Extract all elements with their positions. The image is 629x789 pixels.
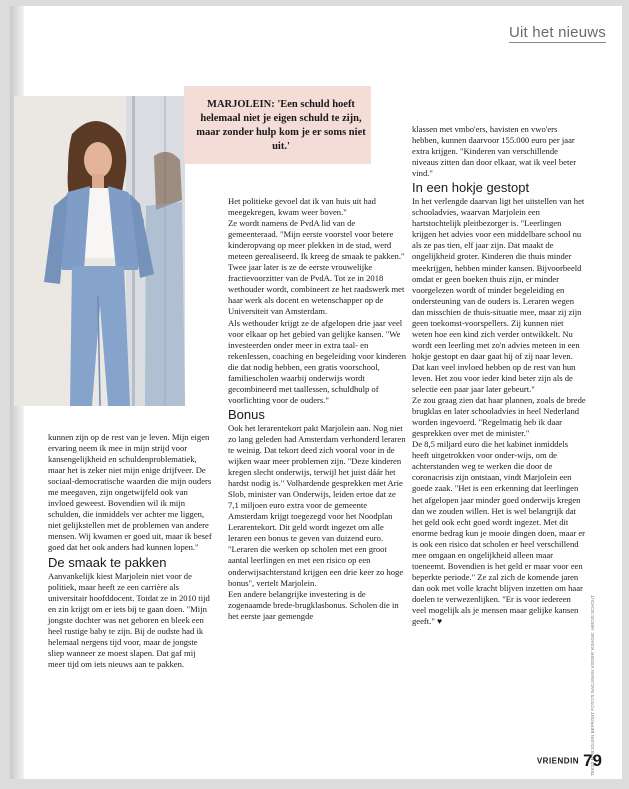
paragraph: Ze wordt namens de PvdA lid van de gemeenteraad. "Mijn eerste voorstel voor betere kinderopvang op meer plekken in de stad, werd meteen gerealiseerd. Ik kreeg de smaak te pakken." (228, 218, 405, 262)
column-3 (412, 124, 586, 627)
paragraph: Twee jaar later is ze de eerste vrouwelijke fractievoorzitter van de PvdA. Tot ze in 2018 wethouder wordt, combineert ze het raadswerk met haar werk als docent en wetenschapper op de Universiteit van Amsterdam. (228, 262, 405, 317)
subheading: In een hokje gestopt (412, 180, 530, 196)
photo-credits: TEKST MARJOLEIN BEFRONT FOTO'S NADJAVAN VISSER VISAGIE: HEIDIS SCHOUT (590, 595, 595, 776)
column-2 (228, 196, 406, 622)
column-1 (48, 432, 212, 670)
portrait-photo (14, 96, 185, 406)
paragraph: In het verlengde daarvan ligt het uitstellen van het schooladvies, waarvan Marjolein een hartstochtelijk pleitbezorger is. "Leerlingen krijgen het advies voor een middelbare school nu als ze pas tien, elf jaar zijn. Dat maakt de ongelijkheid groter. Kinderen die thuis minder meekrijgen, hebben minder kansen. Bijvoorbeeld omdat er geen boeken thuis zijn, er minder voorgelezen wordt of minder begeleiding en ondersteuning van de ouders is. Leraren wegen dan misschien de thuis-situatie mee, maar zij zijn geen toekomst-voorspellers. Zij kunnen niet weten hoe een kind zich verder ontwikkelt. Nu wordt een leerling met zo'n advies meteen in een hokje gestopt en daar gaat hij of zij naar leven. Dat kan veel invloed hebben op de rest van hun leven. Het zou voor ieder kind beter zijn als de selectie een paar jaar later gebeurt." (412, 196, 585, 395)
paragraph: klassen met vmbo'ers, havisten en vwo'ers hebben, kunnen daarvoor 155.000 euro per jaar extra krijgen. "Kinderen van verschillende niveaus zitten dan door elkaar, wat ik veel beter vind." (412, 124, 577, 179)
paragraph: De 8,5 miljard euro die het kabinet inmiddels heeft uitgetrokken voor onder-wijs, om de achterstanden weg te werken die door de coronacrisis zijn ontstaan, vindt Marjolein een goede zaak. "Het is een erkenning dat leerlingen het afgelopen jaar minder goed onderwijs kregen dan we zouden willen. Het is wel belangrijk dat het geld ook echt goed wordt ingezet. Met dit enorme bedrag kun je mooie dingen doen, maar er is ook een risico dat scholen er heel verschillend mee omgaan en ongelijkheid alleen maar toeneemt. Bovendien is het geld er maar voor een beperkte periode." Ze zal zich de komende jaren dan ook met volle kracht blijven inzetten om haar doelen te verwezenlijken. "Er is voor iedereen veel mogelijk als je mensen maar gelijke kansen geeft." ♥ (412, 439, 586, 627)
paragraph: Een andere belangrijke investering is de zogenaamde brede-brugklasbonus. Scholen die in het eerste jaar gemengde (228, 588, 399, 621)
paragraph: Het politieke gevoel dat ik van huis uit had meegekregen, kwam weer boven." (228, 196, 376, 218)
paragraph: Als wethouder krijgt ze de afgelopen drie jaar veel voor elkaar op het gebied van gelijke kansen. "We investeerden onder meer in extra taal- en rekenlessen, coaching en begeleiding voor kinderen die dat nodig hebben, een gratis voorschool, familiescholen waarbij onderwijs wordt gecombineerd met taallessen, schuldhulp of voorlichting voor de ouders." (228, 317, 407, 405)
paragraph: kunnen zijn op de rest van je leven. Mijn eigen ervaring neem ik mee in mijn strijd voor kansengelijkheid en schuldenproblematiek, maar het is zeker niet mijn enige drijfveer. De sociaal-democratische waarden die mijn ouders me meegaven, zijn ongetwijfeld ook van invloed geweest. Bovendien wil ik mijn schulden, die inmiddels ver achter me liggen, niet gelijkstellen met de problemen van andere mensen. Wij kwamen er goed uit, maar ik besef goed dat het ook anders had kunnen lopen." (48, 432, 212, 553)
page-number: 79 (583, 751, 602, 770)
section-header: Uit het nieuws (508, 24, 606, 41)
subheading: Bonus (228, 406, 265, 422)
page-footer (537, 751, 602, 771)
magazine-name: VRIENDIN (536, 756, 580, 766)
paragraph: Ook het lerarentekort pakt Marjolein aan. Nog niet zo lang geleden had Amsterdam verhonderd leraren te weinig. Dat tekort deed zich vooral voor in de wijken waar meer problemen zijn. "Deze kinderen kregen slecht onderwijs, terwijl het juist dáár het hardst nodig is." Volhardende gesprekken met Arie Slob, minister van Onderwijs, leiden ertoe dat ze 7,1 miljoen euro extra voor de gemeente Amsterdam krijgt toegezegd voor het Noodplan Lerarentekort. Dit geld wordt ingezet om alle leraren een bonus te geven van duizend euro. "Leraren die werken op scholen met een groot aantal leerlingen en met een risico op een onderwijsachterstand krijgen een drie keer zo hoge bonus", vertelt Marjolein. (228, 422, 406, 588)
magazine-page (10, 6, 622, 779)
subheading: De smaak te pakken (48, 554, 167, 570)
paragraph: Ze zou graag zien dat haar plannen, zoals de brede brugklas en later schooladvies in heel Nederland worden ingevoerd. "Regelmatig heb ik daar gesprekken over met de minister." (412, 395, 586, 439)
pull-quote: MARJOLEIN: 'Een schuld hoeft helemaal niet je eigen schuld te zijn, maar zonder hulp kom je er soms niet uit.' (196, 99, 366, 152)
paragraph: Aanvankelijk kiest Marjolein niet voor de politiek, maar heeft ze een carrière als universitair hoofddocent. Totdat ze in 2010 tijd en zin krijgt om er iets bij te gaan doen. "Mijn jongste dochter was net geboren en bleek een heel rustige baby te zijn. Bij de oudste had ik helemaal nergens tijd voor, maar de jongste sliep wanneer ze moest slapen. Dat gaf mij meer tijd om iets nieuws aan te pakken. (48, 570, 210, 669)
